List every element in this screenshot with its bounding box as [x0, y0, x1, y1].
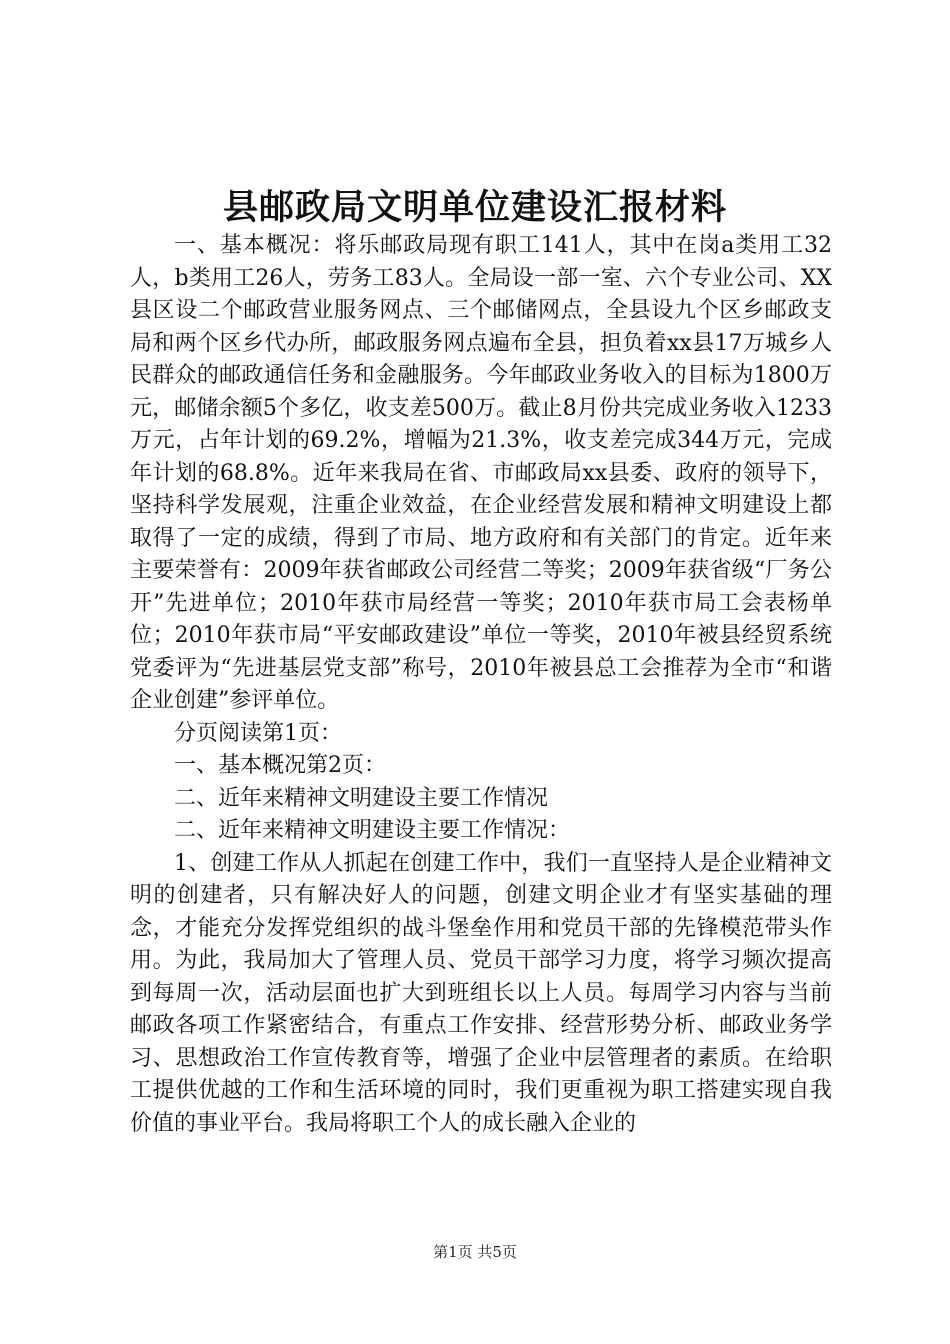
paragraph-section-heading-colon: 二、近年来精神文明建设主要工作情况： — [174, 818, 571, 843]
paragraph-page-1-link: 分页阅读第1页： — [174, 720, 342, 746]
paragraph-creation-work: 1、创建工作从人抓起在创建工作中，我们一直坚持人是企业精神文明的创建者，只有解决好人的问题，创建文明企业才有坚实基础的理念，才能充分发挥党组织的战斗堡垒作用和党员干部的先锋模范带头作用。为此，我局加大了管理人员、党员干部学习力度，将学习频次提高到每周一次，活动层面也扩大到班组长以上人员。每周学习内容与当前邮政各项工作紧密结合，有重点工作安排、经营形势分析、邮政业务学习、思想政治工作宣传教育等，增强了企业中层管理者的素质。在给职工提供优越的工作和生活环境的同时，我们更重视为职工搭建实现自我价值的事业平台。我局将职工个人的成长融入企业的 — [130, 850, 832, 1136]
document-title: 县邮政局文明单位建设汇报材料 — [222, 187, 727, 228]
page-footer: 第1页 共5页 — [433, 1243, 517, 1261]
paragraph-page-2-link: 一、基本概况第2页： — [174, 753, 386, 778]
paragraph-section-heading: 二、近年来精神文明建设主要工作情况 — [174, 785, 549, 811]
document-body — [130, 230, 832, 1140]
paragraph-overview: 一、基本概况：将乐邮政局现有职工141人，其中在岗a类用工32人，b类用工26人，劳务工83人。全局设一部一室、六个专业公司、XX县区设二个邮政营业服务网点、三个邮储网点，全县设九个区乡邮政支局和两个区乡代办所，邮政服务网点遍布全县，担负着xx县17万城乡人民群众的邮政通信任务和金融服务。今年邮政业务收入的目标为1800万元，邮储余额5个多亿，收支差500万。截止8月份共完成业务收入1233万元，占年计划的69.2%，增幅为21.3%，收支差完成344万元，完成年计划的68.8%。近年来我局在省、市邮政局xx县委、政府的领导下，坚持科学发展观，注重企业效益，在企业经营发展和精神文明建设上都取得了一定的成绩，得到了市局、地方政府和有关部门的肯定。近年来主要荣誉有：2009年获省邮政公司经营二等奖；2009年获省级“厂务公开”先进单位；2010年获市局经营一等奖；2010年获市局工会表杨单位；2010年获市局“平安邮政建设”单位一等奖，2010年被县经贸系统党委评为“先进基层党支部”称号，2010年被县总工会推荐为全市“和谐企业创建”参评单位。 — [130, 233, 832, 713]
